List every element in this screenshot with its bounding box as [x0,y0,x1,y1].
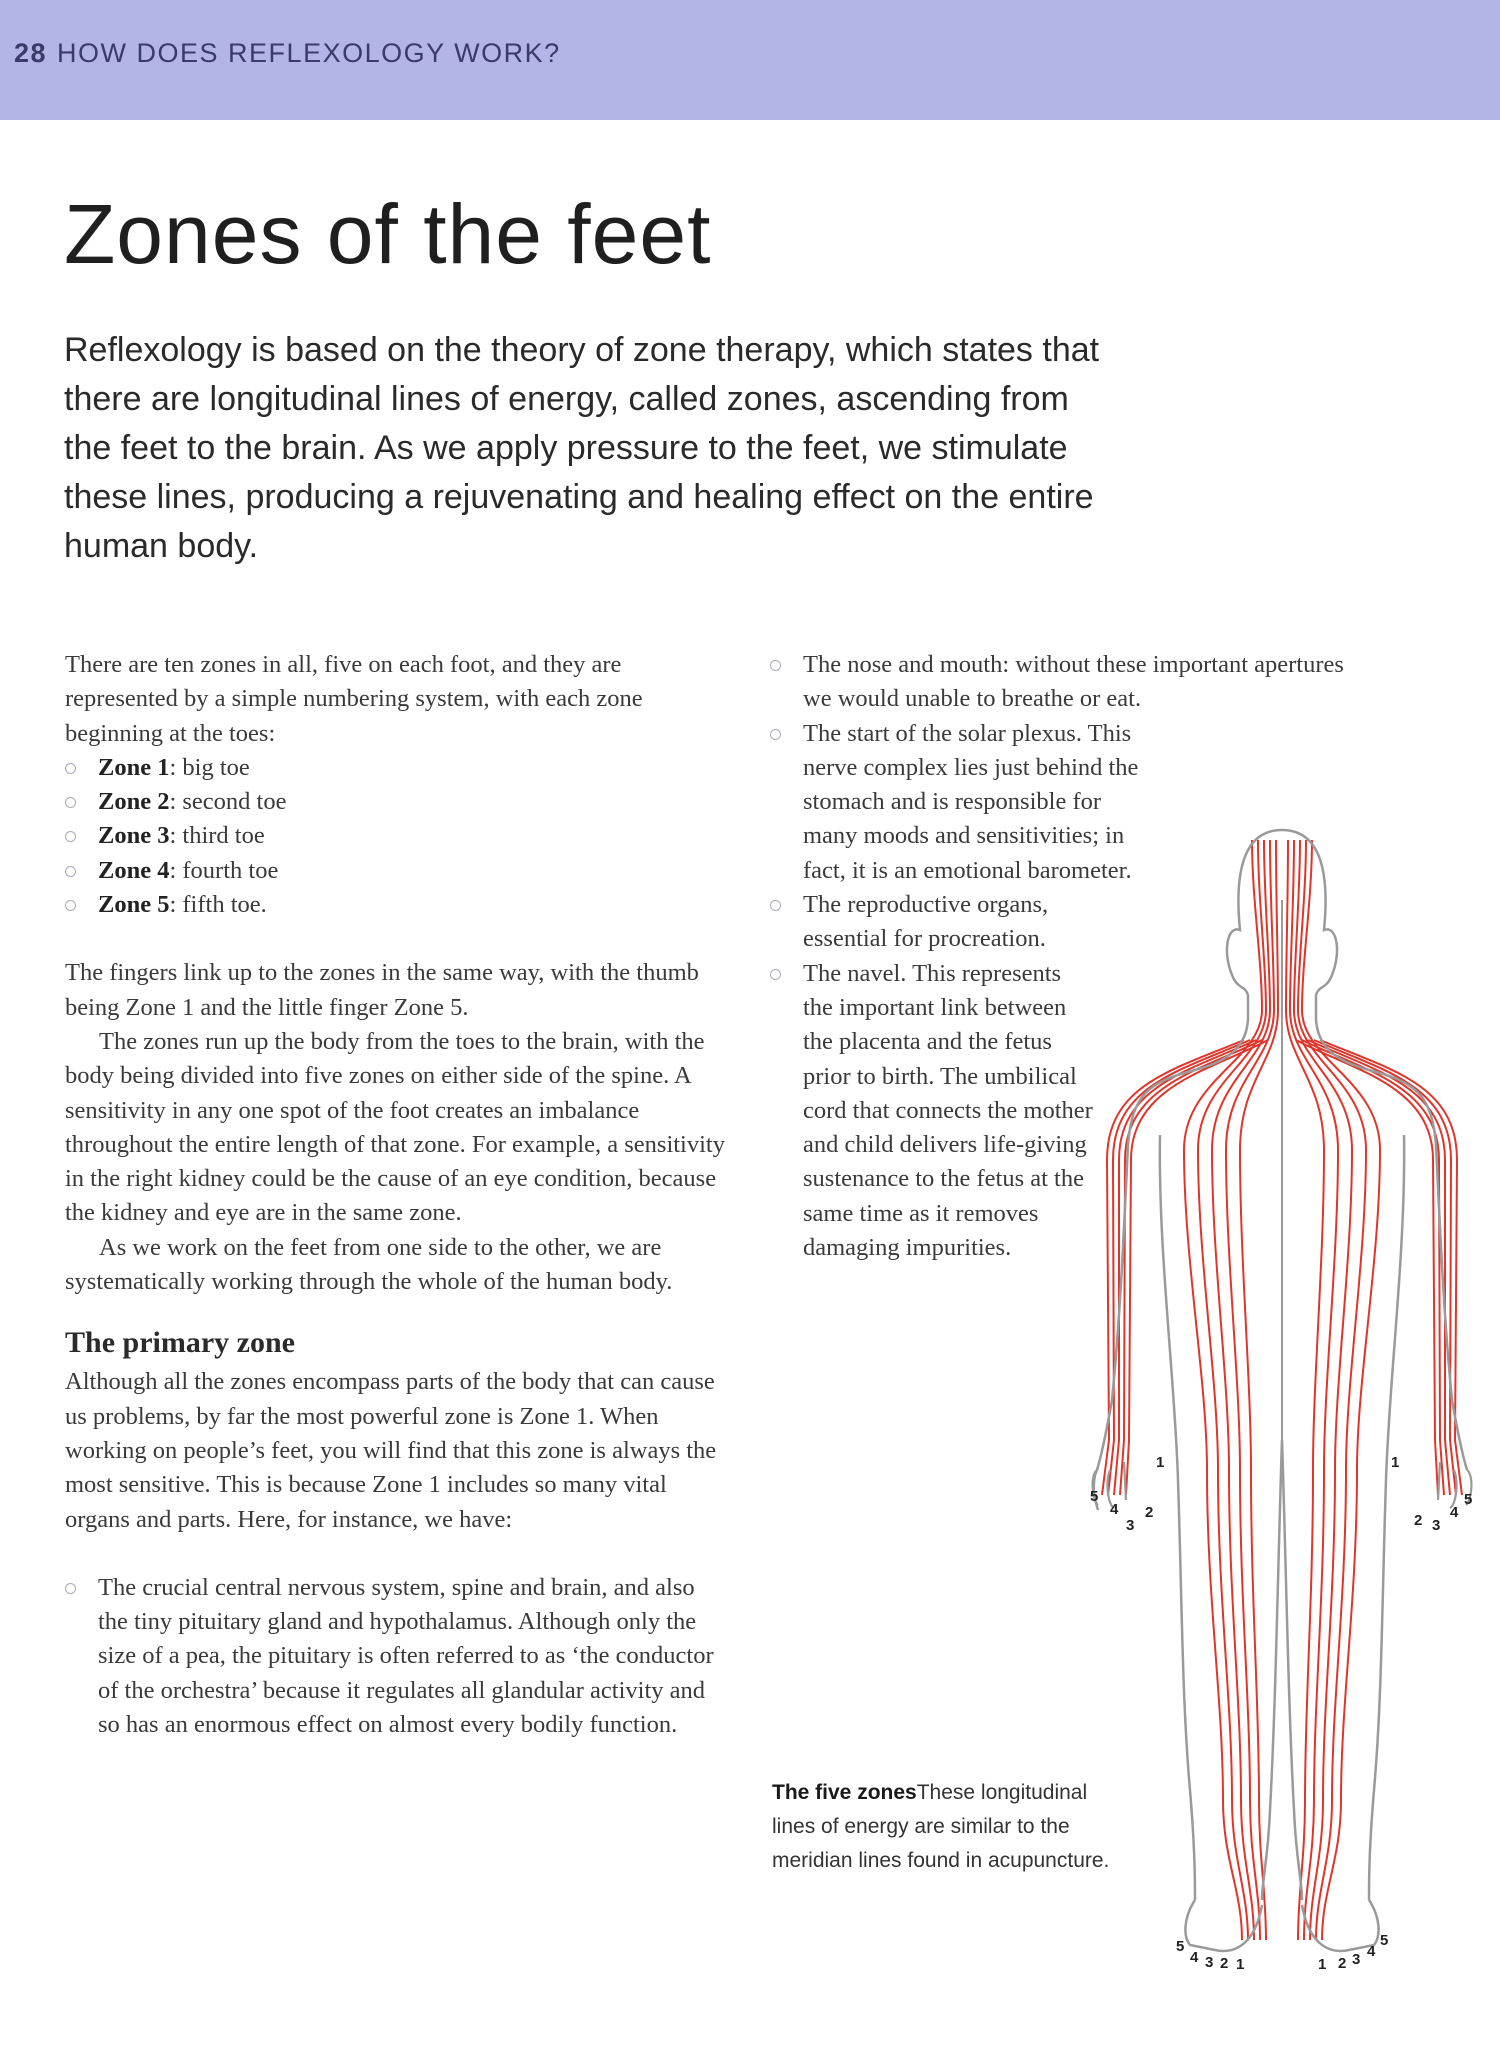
feet-outline [1185,1900,1378,1951]
paragraph: Although all the zones encompass parts of the body that can cause us problems, by far the most powerful zone is Zone 1. When working on people’s feet, you will find that this zone is always the most sensitive. This is because Zone 1 includes so many vital organs and parts. Here, for instance, we have: [65,1368,717,1533]
zone-number: 3 [1352,1951,1361,1968]
zone-label: Zone 1 [98,753,170,781]
section-title: HOW DOES REFLEXOLOGY WORK? [57,38,561,68]
zone-number: 3 [1205,1954,1214,1971]
caption-title: The five zones [772,1781,917,1804]
zone-number: 4 [1110,1501,1119,1518]
zone-label: Zone 5 [98,891,170,919]
zone-text: : third toe [169,822,265,850]
paragraph: There are ten zones in all, five on each foot, and they are represented by a simple numbering system, with each zone beginning at the toes: [65,651,643,747]
bullet-text: The navel. This represents the important link between the placenta and the fetus prior to birth. The umbilical cord that connects the mother and child delivers life-giving sustenance to the fetus at the same time as it removes damaging impurities. [803,959,1093,1262]
bullet-text: The start of the solar plexus. This nerve complex lies just behind the stomach and is responsible for many moods and sensitivities; in fact, it is an emotional barometer. [803,719,1139,884]
intro-paragraph: Reflexology is based on the theory of zone therapy, which states that there are longitudinal lines of energy, called zones, ascending from the feet to the brain. As we apply pressure to the feet, we stimulate these lines, producing a rejuvenating and healing effect on the entire human body. [64,331,1100,565]
zone-number: 1 [1318,1956,1327,1973]
zone-line-arm [1126,1040,1268,1495]
paragraph: The fingers link up to the zones in the same way, with the thumb being Zone 1 and the little finger Zone 5. [65,959,699,1021]
zone-number: 1 [1156,1454,1165,1471]
zone-label: Zone 4 [98,856,170,884]
zone-number: 5 [1380,1932,1389,1949]
zone-label: Zone 2 [98,788,170,816]
zone-number: 5 [1464,1491,1473,1508]
zone-number: 1 [1236,1956,1245,1973]
zone-number: 3 [1432,1517,1441,1534]
caption-text: These longitudinal lines of energy are similar to the meridian lines found in acupuncture. [772,1781,1110,1872]
bullet-text: The nose and mouth: without these important apertures we would unable to breathe or eat. [803,651,1344,713]
zone-number: 2 [1145,1504,1154,1521]
zone-number: 1 [1391,1454,1400,1471]
figure-caption [772,1776,1117,1878]
zone-number: 4 [1450,1504,1459,1521]
bullet-text: The reproductive organs, essential for procreation. [803,891,1049,953]
zone-text: : fourth toe [169,856,279,884]
zone-number: 2 [1414,1512,1423,1529]
zone-text: : big toe [169,753,250,781]
paragraph: The zones run up the body from the toes to the brain, with the body being divided into five zones on either side of the spine. A sensitivity in any one spot of the foot creates an imbalance throughout the entire length of that zone. For example, a sensitivity in the right kidney could be the cause of an eye condition, because the kidney and eye are in the same zone. [65,1027,725,1227]
paragraph: As we work on the feet from one side to the other, we are systematically working through the whole of the human body. [65,1233,673,1296]
page-number: 28 [14,38,48,68]
zone-text: : second toe [169,788,287,816]
zone-line [1198,840,1266,1940]
zone-labels-left-hand [1391,1454,1472,1534]
zone-label: Zone 3 [98,822,170,850]
zone-number: 5 [1176,1938,1185,1955]
bullet-text: The crucial central nervous system, spine and brain, and also the tiny pituitary gland and hypothalamus. Although only the size of a pea, the pituitary is often referred to as ‘the conductor of the orchestra’ because it regulates all glandular activity and so has an enormous effect on almost every bodily function. [98,1573,714,1739]
zone-number: 4 [1367,1943,1376,1960]
zone-number: 2 [1338,1955,1347,1972]
zone-line [1298,840,1366,1940]
subheading: The primary zone [65,1326,295,1360]
zone-number: 2 [1220,1955,1229,1972]
zone-text: : fifth toe. [169,891,267,919]
zone-number: 3 [1126,1517,1135,1534]
zone-number: 5 [1090,1488,1099,1505]
zone-line-arm [1296,1040,1438,1495]
zone-labels-right-foot [1176,1938,1244,1973]
body-outline [1094,830,1467,1510]
zone-number: 4 [1190,1949,1199,1966]
page-title: Zones of the feet [64,187,712,281]
